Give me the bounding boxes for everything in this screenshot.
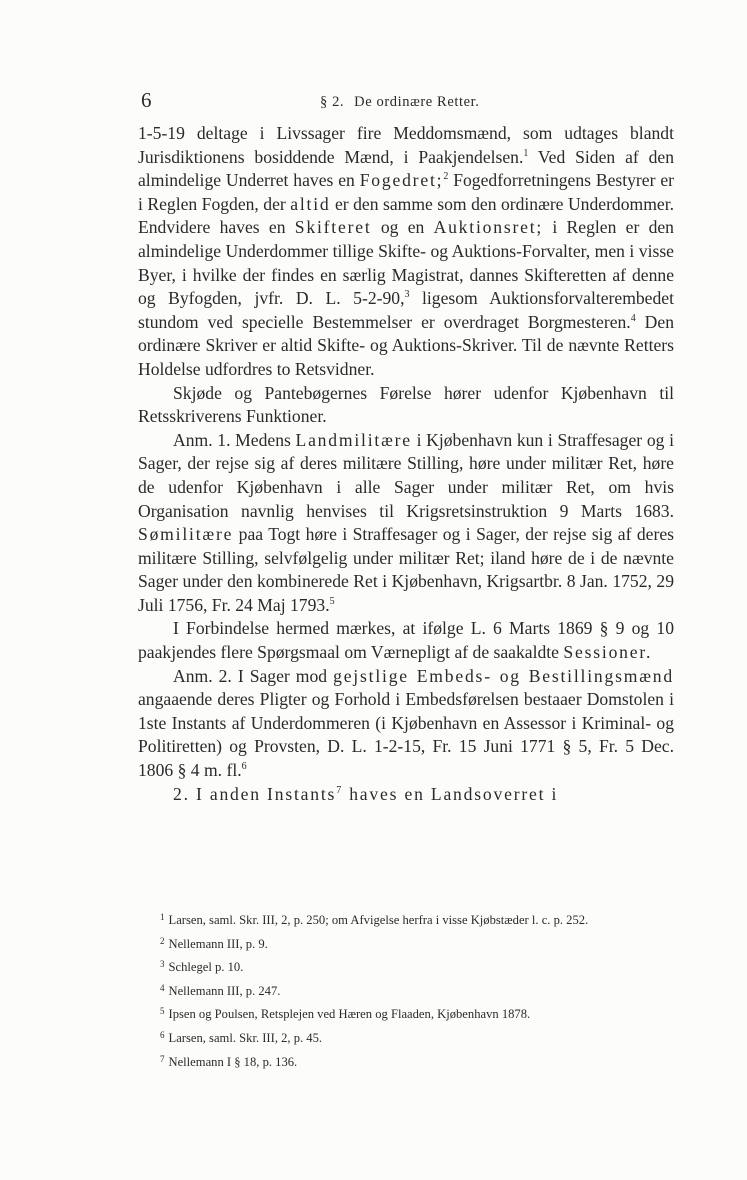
- footnote-ref-7[interactable]: 7: [336, 784, 344, 796]
- paragraph-6: 2. I anden Instants$^7$ haves en Landsoverret i: [173, 783, 559, 804]
- footnote-mark: 4: [160, 982, 165, 993]
- footnote-mark: 5: [160, 1006, 165, 1017]
- term-somilitaere: Sømilitære: [138, 524, 234, 545]
- term-altid: altid: [290, 193, 331, 214]
- footnote-4: $^4$ Nellemann III, p. 247.: [160, 982, 281, 998]
- footnotes: [160, 907, 670, 1072]
- running-title: [320, 94, 480, 111]
- footnote-ref-5[interactable]: 5: [329, 595, 335, 607]
- footnote-ref-4[interactable]: 4: [630, 312, 636, 324]
- chapter-title: De ordinære Retter.: [354, 94, 480, 110]
- footnote-2: $^2$ Nellemann III, p. 9.: [160, 935, 268, 951]
- term-skifteret: Skifteret: [294, 217, 372, 238]
- paragraph-2: Skjøde og Pantebøgernes Førelse hører udenfor Kjøbenhavn til Retsskriverens Funktioner.: [138, 382, 674, 427]
- term-landsoverret: Landsoverret: [430, 783, 546, 804]
- term-fogedret: Fogedret;: [359, 170, 444, 191]
- footnote-1: $^1$ Larsen, saml. Skr. III, 2, p. 250; om Afvigelse herfra i visse Kjøbstæder l. c. p. 252.: [160, 912, 589, 927]
- footnote-mark: 3: [160, 959, 165, 970]
- footnote-3: $^3$ Schlegel p. 10.: [160, 959, 244, 975]
- footnote-ref-3[interactable]: 3: [404, 289, 410, 301]
- footnote-ref-6[interactable]: 6: [241, 761, 247, 773]
- page-number: 6: [141, 88, 152, 112]
- paragraph-4: I Forbindelse hermed mærkes, at ifølge L. 6 Marts 1869 § 9 og 10 paakjendes flere Spørgsmaal om Værnepligt af de saakaldte Sessioner.: [138, 618, 674, 663]
- section-number: § 2.: [320, 94, 345, 110]
- page-header: [141, 88, 671, 116]
- footnote-7: $^7$ Nellemann I § 18, p. 136.: [160, 1053, 298, 1069]
- main-text: [138, 122, 674, 806]
- footnote-mark: 6: [160, 1029, 165, 1040]
- term-sessioner: Sessioner.: [563, 642, 653, 663]
- footnote-mark: 1: [160, 912, 165, 922]
- term-landmilitaere: Landmilitære: [295, 429, 412, 450]
- footnote-ref-2[interactable]: 2: [443, 171, 449, 183]
- paragraph-anm-2: Anm. 2. I Sager mod gejstlige Embeds- og Bestillingsmænd angaaende deres Pligter og Forhold i Embedsførelsen bestaaer Domstolen i 1ste Instants af Underdommeren (i Kjøbenhavn en Assessor i Kriminal- og Politiretten) og Provsten, D. L. 1-2-15, Fr. 15 Juni 1771 § 5, Fr. 5 Dec. 1806 § 4 m. fl.$^6$: [138, 665, 674, 781]
- term-gejstlige: gejstlige Embeds- og Bestillingsmænd: [333, 665, 674, 686]
- footnote-ref-1[interactable]: 1: [523, 147, 529, 159]
- paragraph-anm-1: Anm. 1. Medens Landmilitære i Kjøbenhavn kun i Straffesager og i Sager, der rejse sig af deres militære Stilling, høre under militær Ret, høre de udenfor Kjøbenhavn i alle Sager under militær Ret, om hvis Organisation navnlig henvises til Krigsretsinstruktion 9 Marts 1683. Sømilitære paa Togt høre i Straffesager og i Sager, der rejse sig af deres militære Stilling, selvfølgelig under militær Ret; iland høre de i de nævnte Sager under den kombinerede Ret i Kjøbenhavn, Krigsartbr. 8 Jan. 1752, 29 Juli 1756, Fr. 24 Maj 1793.$^5$: [138, 429, 674, 615]
- footnote-6: $^6$ Larsen, saml. Skr. III, 2, p. 45.: [160, 1029, 323, 1045]
- footnote-mark: 2: [160, 935, 165, 946]
- term-auktionsret: Auktionsret;: [433, 217, 544, 238]
- paragraph-1: 1-5-19 deltage i Livssager fire Meddomsmænd, som udtages blandt Jurisdiktionens bosiddende Mænd, i Paakjendelsen.$^1$ Ved Siden af den almindelige Underret haves en Fogedret;$^2$ Fogedforretningens Bestyrer er i Reglen Fogden, der altid er den samme som den ordinære Underdommer. Endvidere haves en Skifteret og en Auktionsret; i Reglen er den almindelige Underdommer tillige Skifte- og Auktions-Forvalter, men i visse Byer, i hvilke der findes en særlig Magistrat, dannes Skifteretten af denne og Byfogden, jvfr. D. L. 5-2-90,$^3$ ligesom Auktionsforvalterembedet stundom ved specielle Bestemmelser er overdraget Borgmesteren.$^4$ Den ordinære Skriver er altid Skifte- og Auktions-Skriver. Til de nævnte Retters Holdelse udfordres to Retsvidner.: [138, 123, 674, 379]
- footnote-mark: 7: [160, 1053, 165, 1064]
- footnote-5: $^5$ Ipsen og Poulsen, Retsplejen ved Hæren og Flaaden, Kjøbenhavn 1878.: [160, 1006, 531, 1022]
